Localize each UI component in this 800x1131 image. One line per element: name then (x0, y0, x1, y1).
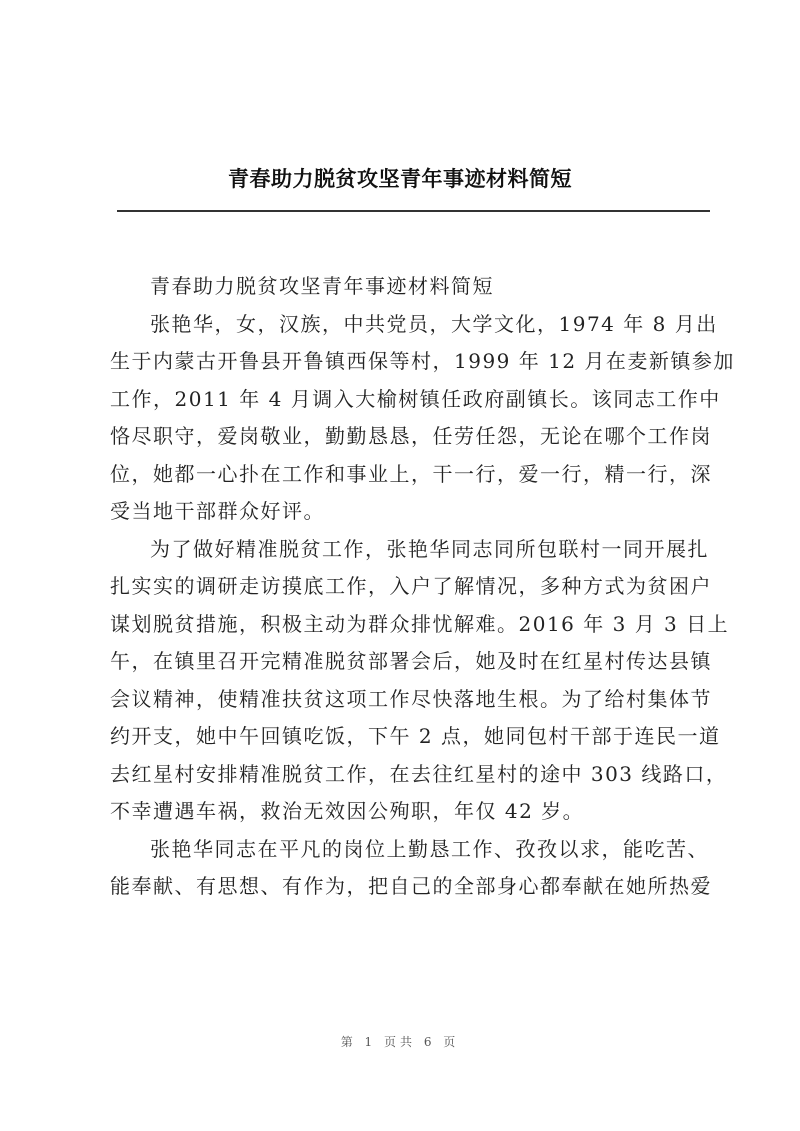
body-line: 工作，2011 年 4 月调入大榆树镇任政府副镇长。该同志工作中 (110, 386, 721, 411)
body-line: 会议精神，使精准扶贫这项工作尽快落地生根。为了给村集体节 (110, 686, 712, 711)
title-divider (117, 210, 710, 212)
document-body (110, 268, 735, 906)
body-line: 受当地干部群众好评。 (110, 499, 325, 523)
body-line: 张艳华同志在平凡的岗位上勤恳工作、孜孜以求，能吃苦、 (150, 836, 709, 861)
body-heading-line: 青春助力脱贫攻坚青年事迹材料简短 (150, 274, 494, 298)
body-line: 位，她都一心扑在工作和事业上，干一行，爱一行，精一行，深 (110, 461, 712, 486)
body-line: 为了做好精准脱贫工作，张艳华同志同所包联村一同开展扎 (150, 536, 709, 561)
body-line: 不幸遭遇车祸，救治无效因公殉职，年仅 42 岁。 (110, 799, 585, 823)
body-line: 谋划脱贫措施，积极主动为群众排忧解难。2016 年 3 月 3 日上 (110, 611, 730, 636)
body-line: 张艳华，女，汉族，中共党员，大学文化，1974 年 8 月出 (150, 311, 718, 336)
body-line: 去红星村安排精准脱贫工作，在去往红星村的途中 303 线路口， (110, 761, 728, 786)
body-line: 午，在镇里召开完精准脱贫部署会后，她及时在红星村传达县镇 (110, 649, 712, 673)
body-line: 约开支，她中午回镇吃饭，下午 2 点，她同包村干部于连民一道 (110, 724, 721, 748)
body-line: 能奉献、有思想、有作为，把自己的全部身心都奉献在她所热爱 (110, 874, 712, 898)
body-line: 生于内蒙古开鲁县开鲁镇西保等村，1999 年 12 月在麦新镇参加 (110, 349, 735, 373)
page-number-footer: 第 1 页共 6 页 (340, 1035, 460, 1049)
body-line: 扎实实的调研走访摸底工作，入户了解情况，多种方式为贫困户 (110, 574, 712, 598)
document-title: 青春助力脱贫攻坚青年事迹材料简短 (228, 166, 572, 191)
body-line: 恪尽职守，爱岗敬业，勤勤恳恳，任劳任怨，无论在哪个工作岗 (110, 424, 712, 448)
